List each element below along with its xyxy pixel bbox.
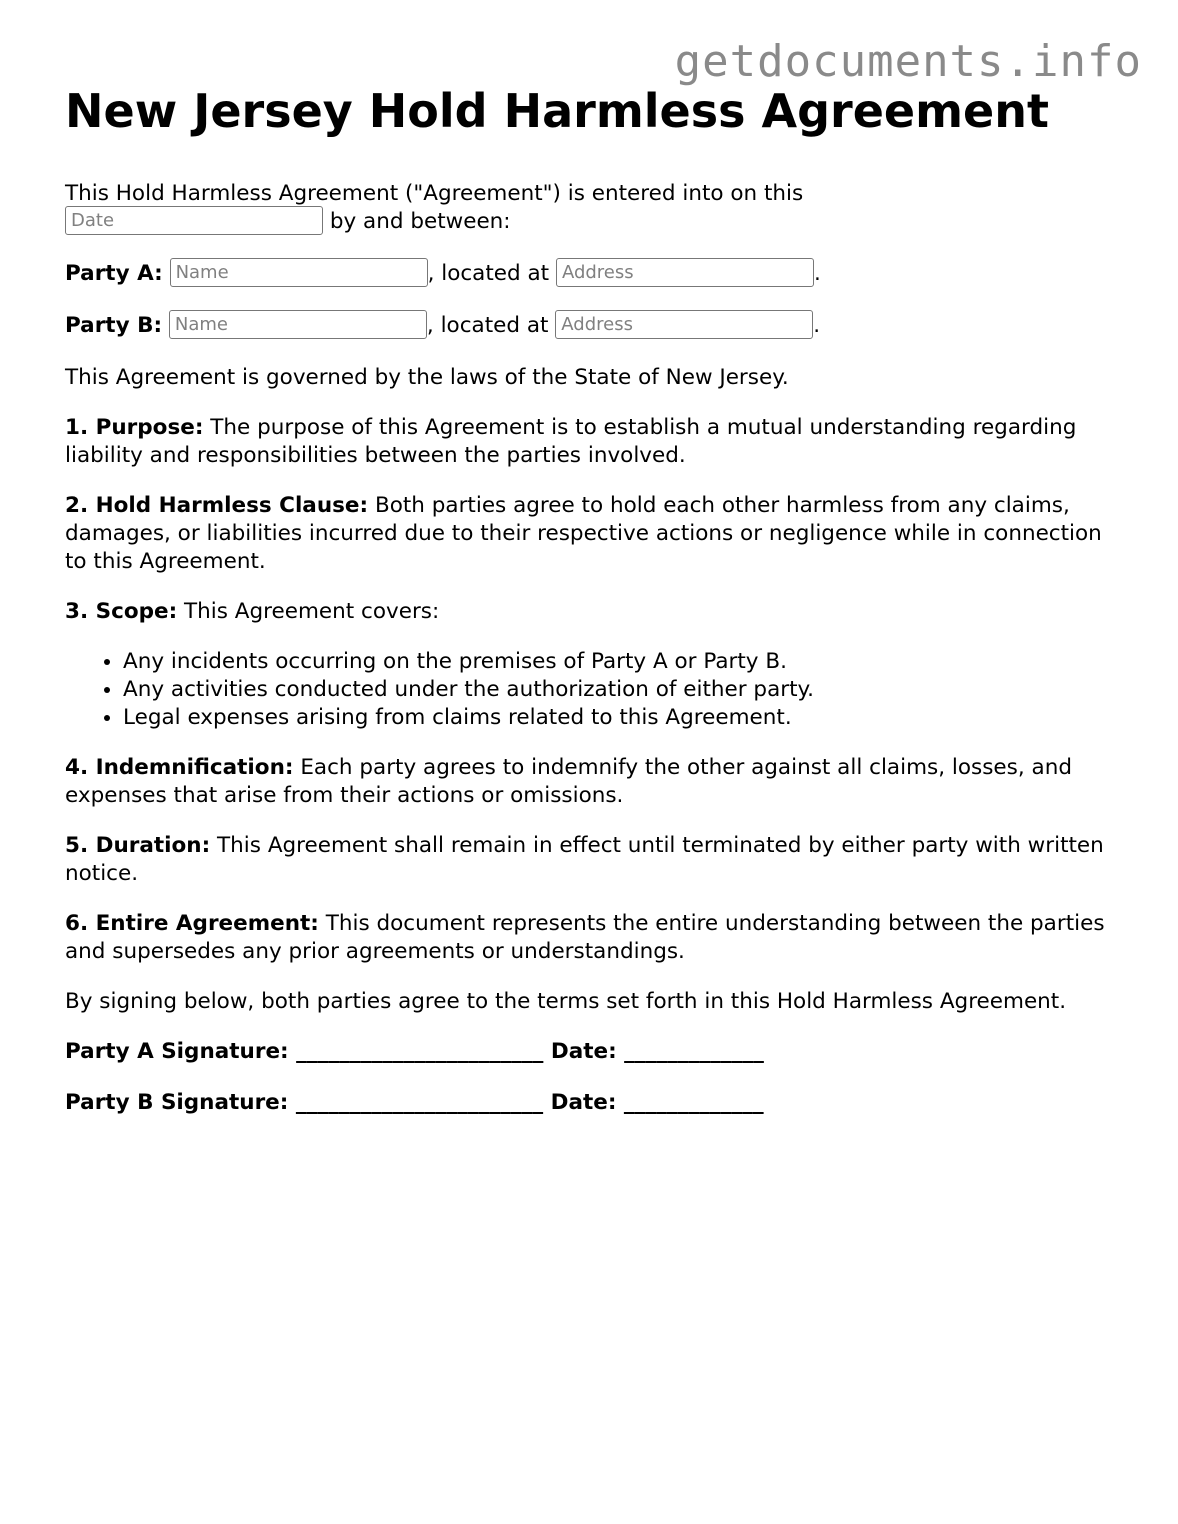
section-hold-harmless xyxy=(65,492,1125,576)
line-end: . xyxy=(813,313,821,338)
party-b-line xyxy=(65,312,1125,340)
section-heading: 4. Indemnification: xyxy=(65,755,294,780)
party-a-line xyxy=(65,260,1125,288)
intro-paragraph xyxy=(65,180,1125,236)
section-heading: 5. Duration: xyxy=(65,833,211,858)
section-text: This document represents the entire understanding between the parties and supersedes any prior agreements or understandings. xyxy=(65,911,1105,964)
section-heading: 6. Entire Agreement: xyxy=(65,911,319,936)
section-heading: 1. Purpose: xyxy=(65,415,204,440)
party-a-label: Party A: xyxy=(65,261,163,286)
party-b-address-input[interactable] xyxy=(555,310,813,339)
party-b-name-input[interactable] xyxy=(169,310,427,339)
watermark: getdocuments.info xyxy=(674,36,1142,87)
list-item: • Any activities conducted under the authorization of either party. xyxy=(123,676,1125,704)
located-at-text: , located at xyxy=(426,313,549,338)
list-item: • Any incidents occurring on the premises of Party A or Party B. xyxy=(123,648,1125,676)
signature-label: Party B Signature: _______________________ xyxy=(65,1090,544,1115)
party-a-address-input[interactable] xyxy=(556,258,814,287)
party-b-label: Party B: xyxy=(65,313,163,338)
list-item: • Legal expenses arising from claims related to this Agreement. xyxy=(123,704,1125,732)
date-input[interactable] xyxy=(65,206,323,235)
document xyxy=(65,84,1125,1140)
section-scope xyxy=(65,598,1125,626)
section-indemnification xyxy=(65,754,1125,810)
section-heading: 2. Hold Harmless Clause: xyxy=(65,493,369,518)
section-text: Each party agrees to indemnify the other against all claims, losses, and expenses that arise from their actions or omissions. xyxy=(65,755,1072,808)
section-purpose xyxy=(65,414,1125,470)
party-a-signature-line xyxy=(65,1038,1125,1066)
section-duration xyxy=(65,832,1125,888)
intro-text: This Hold Harmless Agreement ("Agreement") is entered into on this xyxy=(65,181,804,206)
section-entire-agreement xyxy=(65,910,1125,966)
closing-statement: By signing below, both parties agree to the terms set forth in this Hold Harmless Agreement. xyxy=(65,989,1067,1014)
line-end: . xyxy=(813,261,821,286)
signature-date: Date: _____________ xyxy=(550,1090,764,1115)
page-title: New Jersey Hold Harmless Agreement xyxy=(65,84,1049,138)
section-heading: 3. Scope: xyxy=(65,599,178,624)
section-text: The purpose of this Agreement is to establish a mutual understanding regarding liability and responsibilities between the parties involved. xyxy=(65,415,1077,468)
signature-date: Date: _____________ xyxy=(550,1039,764,1064)
governing-law: This Agreement is governed by the laws of the State of New Jersey. xyxy=(65,365,789,390)
party-a-name-input[interactable] xyxy=(170,258,428,287)
section-text: This Agreement shall remain in effect until terminated by either party with written notice. xyxy=(65,833,1104,886)
intro-suffix: by and between: xyxy=(329,209,511,234)
signature-label: Party A Signature: _______________________ xyxy=(65,1039,544,1064)
party-b-signature-line xyxy=(65,1089,1125,1117)
scope-list xyxy=(65,648,1125,732)
section-text: Both parties agree to hold each other harmless from any claims, damages, or liabilities incurred due to their respective actions or negligence while in connection to this Agreement. xyxy=(65,493,1102,574)
section-text: This Agreement covers: xyxy=(184,599,440,624)
located-at-text: , located at xyxy=(427,261,550,286)
